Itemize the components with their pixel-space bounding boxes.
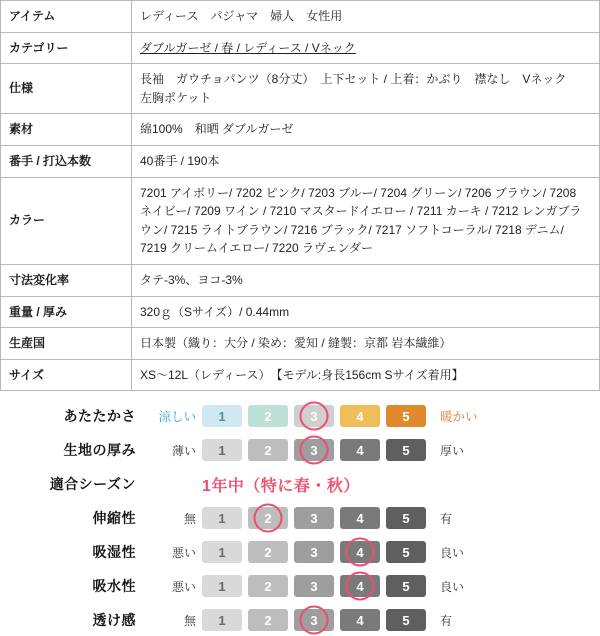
rating-cell-3[interactable]: 3 (294, 541, 334, 563)
spec-value-line: 左胸ポケット (140, 90, 212, 105)
rating-cell-value: 2 (264, 510, 272, 526)
rating-scale-transparency (150, 609, 484, 631)
rating-row-stretch (0, 503, 600, 533)
rating-endcap-right: 有 (440, 613, 453, 628)
table-row (1, 359, 600, 391)
rating-endcap-left: 薄い (171, 443, 196, 458)
spec-value-line: 40番手 / 190本 (140, 153, 220, 168)
spec-label-dimension-change: 寸法変化率 (1, 264, 132, 296)
rating-endcap-left: 無 (183, 511, 196, 526)
rating-cell-2[interactable] (248, 507, 288, 529)
spec-label-specification: 仕様 (1, 64, 132, 114)
rating-cell-value: 3 (310, 612, 318, 628)
spec-label-weight-thickness: 重量 / 厚み (1, 296, 132, 328)
rating-endcap-right: 厚い (440, 443, 465, 458)
rating-endcap-left: 悪い (171, 579, 196, 594)
rating-endcap-right: 暖かい (440, 410, 478, 425)
rating-cell-2[interactable]: 2 (248, 439, 288, 461)
rating-row-warmth (0, 401, 600, 431)
rating-scale-stretch (150, 507, 484, 529)
rating-label-transparency: 透け感 (92, 612, 136, 629)
spec-value-size (132, 359, 600, 391)
spec-value-item (132, 1, 600, 33)
rating-section (0, 391, 600, 635)
rating-label-warmth: あたたかさ (63, 408, 136, 425)
rating-cell-value: 3 (310, 408, 318, 424)
rating-cell-2[interactable]: 2 (248, 405, 288, 427)
rating-cell-1[interactable]: 1 (202, 439, 242, 461)
spec-value-dimension-change (132, 264, 600, 296)
table-row (1, 328, 600, 360)
rating-cell-4[interactable] (340, 575, 380, 597)
rating-endcap-right: 有 (440, 511, 453, 526)
table-row (1, 296, 600, 328)
rating-cell-3[interactable]: 3 (294, 575, 334, 597)
rating-cell-2[interactable]: 2 (248, 575, 288, 597)
rating-row-thickness (0, 435, 600, 465)
rating-cell-1[interactable]: 1 (202, 405, 242, 427)
rating-cell-5[interactable]: 5 (386, 575, 426, 597)
spec-value-line: 長袖 ガウチョパンツ（8分丈） 上下セット / 上着：かぶり 襟なし Vネック (140, 72, 567, 87)
rating-cell-5[interactable]: 5 (386, 439, 426, 461)
spec-value-line: 7201 アイボリー/ 7202 ピンク/ 7203 ブルー/ 7204 グリーン/ 7206 ブラウン/ 7208 ネイビー/ 7209 ワイン / 7210 マスタードイエロー / 7211 カーキ / 7212 レンガブラウン/ 7215 ライトブラウン/ 7216 ブラック/ 7217 ソフトコーラル/ 7218 デニム/ 7219 クリームイエロー/ 7220 ラヴェンダー (140, 185, 582, 256)
rating-row-transparency (0, 605, 600, 635)
rating-label-thickness: 生地の厚み (63, 442, 136, 459)
spec-label-material: 素材 (1, 114, 132, 146)
rating-cell-5[interactable]: 5 (386, 405, 426, 427)
spec-label-item: アイテム (1, 1, 132, 33)
rating-scale-thickness (150, 439, 484, 461)
rating-cell-3[interactable] (294, 609, 334, 631)
spec-label-country: 生産国 (1, 328, 132, 360)
season-value: 1年中（特に春・秋） (202, 477, 360, 495)
spec-value-specification (132, 64, 600, 114)
rating-cell-5[interactable]: 5 (386, 507, 426, 529)
table-row (1, 145, 600, 177)
rating-cell-4[interactable] (340, 541, 380, 563)
rating-endcap-left: 無 (183, 613, 196, 628)
rating-cell-value: 4 (356, 578, 364, 594)
rating-label-season: 適合シーズン (49, 476, 136, 493)
spec-value-line: 綿100% 和晒 ダブルガーゼ (140, 122, 294, 137)
rating-cell-1[interactable]: 1 (202, 575, 242, 597)
rating-cell-4[interactable]: 4 (340, 405, 380, 427)
rating-cell-4[interactable]: 4 (340, 507, 380, 529)
rating-cell-1[interactable]: 1 (202, 541, 242, 563)
rating-cell-1[interactable]: 1 (202, 609, 242, 631)
rating-endcap-left: 涼しい (158, 410, 196, 425)
spec-value-line: XS〜12L（レディース） 【モデル:身長156cm Sサイズ着用】 (140, 367, 464, 382)
spec-value-line[interactable]: ダブルガーゼ / 春 / レディース / Vネック (140, 40, 356, 55)
rating-endcap-right: 良い (440, 579, 465, 594)
table-row (1, 264, 600, 296)
rating-label-water-absorption: 吸水性 (92, 578, 136, 595)
spec-value-material (132, 114, 600, 146)
rating-cell-4[interactable]: 4 (340, 439, 380, 461)
spec-value-line: レディース パジャマ 婦人 女性用 (140, 9, 343, 23)
spec-value-color (132, 177, 600, 264)
rating-label-moisture-absorption: 吸湿性 (92, 544, 136, 561)
table-row (1, 64, 600, 114)
spec-label-color: カラー (1, 177, 132, 264)
rating-cell-3[interactable] (294, 405, 334, 427)
table-row (1, 114, 600, 146)
rating-cell-value: 3 (310, 442, 318, 458)
rating-cell-4[interactable]: 4 (340, 609, 380, 631)
table-row (1, 1, 600, 33)
spec-label-size: サイズ (1, 359, 132, 391)
spec-value-line: 320ｇ（Sサイズ）/ 0.44mm (140, 304, 290, 319)
spec-value-country (132, 328, 600, 360)
spec-value-line: 日本製（織り：大分 / 染め：愛知 / 縫製：京都 岩本繊維） (140, 336, 452, 351)
rating-row-water-absorption (0, 571, 600, 601)
table-row (1, 177, 600, 264)
rating-cell-2[interactable]: 2 (248, 609, 288, 631)
rating-scale-water-absorption (150, 575, 484, 597)
rating-endcap-right: 良い (440, 545, 465, 560)
rating-endcap-left: 悪い (171, 545, 196, 560)
spec-label-yarn-count: 番手 / 打込本数 (1, 145, 132, 177)
specification-table-body (1, 1, 600, 391)
rating-cell-value: 4 (356, 544, 364, 560)
rating-cell-3[interactable] (294, 439, 334, 461)
rating-cell-1[interactable]: 1 (202, 507, 242, 529)
spec-value-category (132, 32, 600, 64)
rating-cell-2[interactable]: 2 (248, 541, 288, 563)
spec-value-weight-thickness (132, 296, 600, 328)
rating-scale-moisture-absorption (150, 541, 484, 563)
rating-scale-warmth (150, 405, 484, 427)
rating-cell-5[interactable]: 5 (386, 541, 426, 563)
rating-row-moisture-absorption (0, 537, 600, 567)
spec-label-category: カテゴリー (1, 32, 132, 64)
rating-label-stretch: 伸縮性 (92, 510, 136, 527)
rating-row-season (0, 469, 600, 499)
spec-value-yarn-count (132, 145, 600, 177)
rating-cell-5[interactable]: 5 (386, 609, 426, 631)
rating-cell-3[interactable]: 3 (294, 507, 334, 529)
table-row (1, 32, 600, 64)
spec-value-line: タテ-3%、ヨコ-3% (140, 272, 243, 287)
